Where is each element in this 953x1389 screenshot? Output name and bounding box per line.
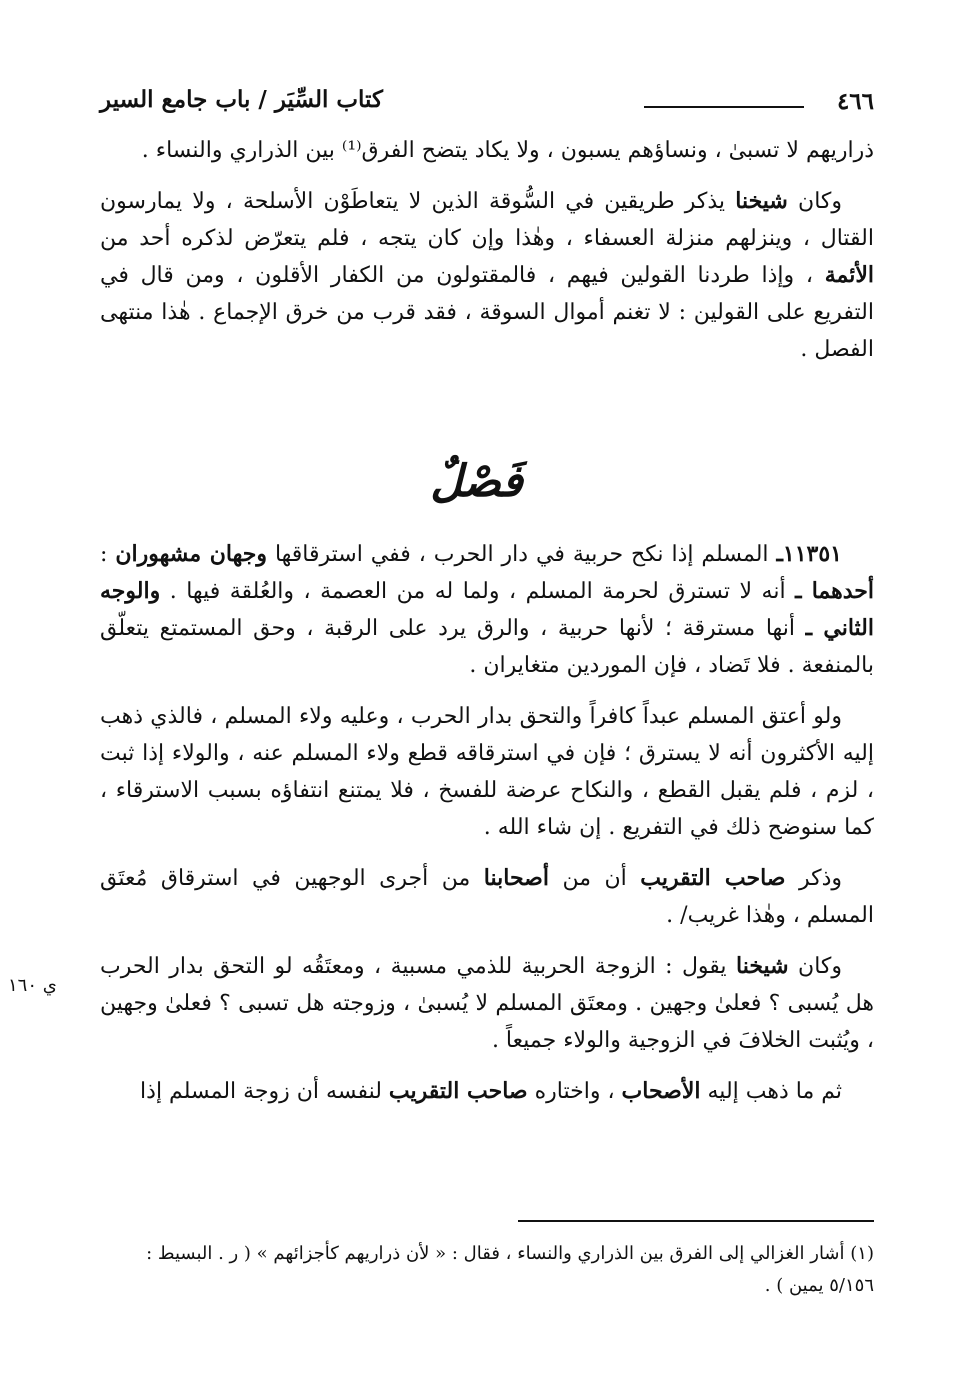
paragraph-freed-slave: ولو أعتق المسلم عبداً كافراً والتحق بدار الحرب ، وعليه ولاء المسلم ، فالذي ذهب إليه الأكثرون أنه لا يسترق ؛ فإن في استرقاقه قطع ولاء المسلم عنه ، والولاء إذا ثبت ، لزم ، فلم يقبل القطع ، والنكاح عرضة للفسخ ، فلا يمتنع انتفاؤه بسبب الاسترقاء ، كما سنوضح ذلك في التفريع . إن شاء الله . (100, 704, 874, 840)
paragraph-taqrib: وذكر صاحب التقريب أن من أصحابنا من أجرى الوجهين في استرقاق مُعتَق المسلم ، وهٰذا غريب/ . (100, 865, 874, 928)
text-block-top (100, 132, 874, 368)
header-title: كتاب السِّيَر / باب جامع السير (100, 86, 383, 113)
running-header (100, 82, 874, 122)
section-heading: فَصْلٌ (430, 456, 523, 507)
paragraph-dhimmi: وكان شيخنا يقول : الزوجة الحربية للذمي مسبية ، ومعتَقُه لو التحق بدار الحرب هل يُسبى ؟ فعلىٰ وجهين . ومعتَق المسلم لا يُسبىٰ ، وزوجته هل تسبى ؟ فعلىٰ وجهين ، ويُثبت الخلافَ في الزوجية والولاء جميعاً . (100, 953, 874, 1053)
emphasis-aimma: الأئمة (824, 262, 874, 288)
header-rule (644, 106, 804, 108)
emphasis-shaykhuna: شيخنا (735, 188, 788, 214)
issue-number: ١١٣٥١ـ (776, 541, 842, 567)
footnote (100, 1238, 874, 1302)
footnote-text: أشار الغزالي إلى الفرق بين الذراري والنساء ، فقال : « لأن ذراريهم كأجزائهم » ( ر . البسيط : ٥/١٥٦ يمين ) . (146, 1243, 874, 1296)
paragraph-suqa: وكان شيخنا يذكر طريقين في السُّوقة الذين لا يتعاطَوْن الأسلحة ، ولا يمارسون القتال ، وينزلهم منزلة العسفاء ، وهٰذا وإن كان يتجه ، فلم يتعرّض لذكره أحد من الأئمة ، وإذا طردنا القولين فيهم ، فالمقتولون من الكفار الأقلون ، ومن قال في التفريع على القولين : لا تغنم أموال السوقة ، فقد قرب من خرق الإجماع . هٰذا منتهى الفصل . (100, 188, 874, 362)
footnote-rule (518, 1220, 874, 1222)
paragraph-11351: ١١٣٥١ـ المسلم إذا نكح حربية في دار الحرب ، ففي استرقاقها وجهان مشهوران : أحدهما ـ أنه لا تسترق لحرمة المسلم ، ولما له من العصمة ، والعُلقة فيها . والوجه الثاني ـ أنها مسترقة ؛ لأنها حربية ، والرق يرد على الرقبة ، وحق المستمتع يتعلّق بالمنفعة . فلا تَضاد ، فإن الموردين متغايران . (100, 541, 875, 678)
page-number: ٤٦٦ (836, 88, 874, 115)
margin-folio-note: ي ١٦٠ (8, 975, 57, 996)
text-block-main (100, 536, 874, 1110)
paragraph-final: ثم ما ذهب إليه الأصحاب ، واختاره صاحب التقريب لنفسه أن زوجة المسلم إذا (140, 1078, 842, 1104)
paragraph-continuation: ذراريهم لا تسبىٰ ، ونساؤهم يسبون ، ولا يكاد يتضح الفرق⁽¹⁾ بين الذراري والنساء . (141, 138, 874, 163)
footnote-number: (١) (850, 1243, 874, 1264)
